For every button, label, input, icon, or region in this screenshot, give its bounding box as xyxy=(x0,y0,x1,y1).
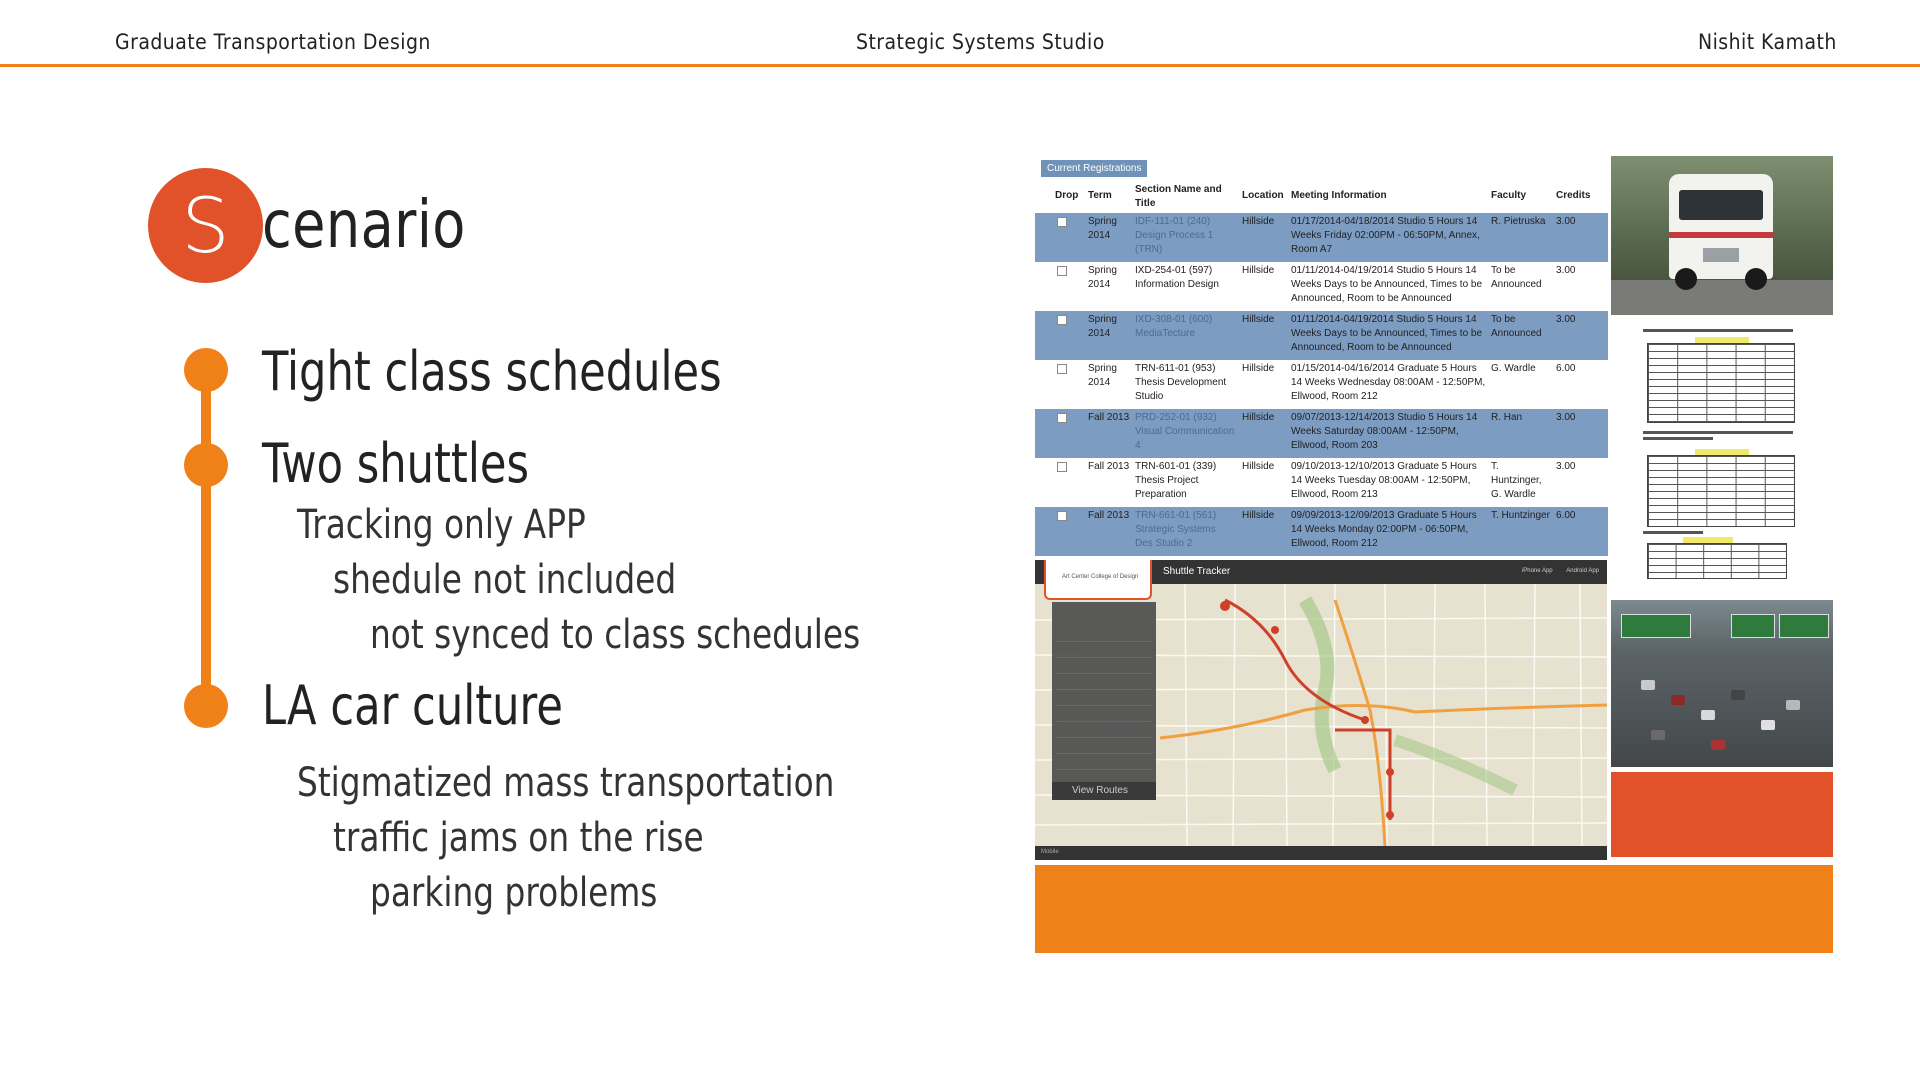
cell-location: Hillside xyxy=(1242,461,1275,472)
map-stop-list xyxy=(1052,602,1156,800)
cell-credits: 3.00 xyxy=(1556,412,1576,423)
schedule-table-1 xyxy=(1647,343,1795,423)
sub-stigmatized: Stigmatized mass transportation xyxy=(297,760,835,806)
timeline-line xyxy=(201,368,211,706)
highway-sign-1 xyxy=(1621,614,1691,638)
cell-meeting: 09/07/2013-12/14/2013 Studio 5 Hours 14 Weeks Saturday 08:00AM - 12:50PM, Ellwood, Room 203 xyxy=(1291,412,1478,451)
cell-credits: 6.00 xyxy=(1556,363,1576,374)
sub-tracking-only: Tracking only APP xyxy=(297,502,586,548)
cell-term: Spring 2014 xyxy=(1088,314,1117,339)
map-footer-label: Mobile xyxy=(1041,849,1059,855)
cell-location: Hillside xyxy=(1242,510,1275,521)
col-faculty: Faculty xyxy=(1491,190,1527,201)
shuttle-tracker-screenshot xyxy=(1035,560,1607,860)
col-section: Section Name and Title xyxy=(1135,184,1222,209)
schedule-table-2 xyxy=(1647,455,1795,527)
col-drop: Drop xyxy=(1055,190,1079,201)
title-initial-circle: S xyxy=(148,168,263,283)
highway-sign-2 xyxy=(1731,614,1775,638)
cell-section: TRN-601-01 (339) Thesis Project Preparation xyxy=(1135,461,1217,500)
sub-schedule-not-included: shedule not included xyxy=(333,557,677,603)
cell-section: IDF-111-01 (240) Design Process 1 (TRN) xyxy=(1135,216,1214,255)
timeline-dot-1 xyxy=(184,348,228,392)
cell-faculty: T. Huntzinger xyxy=(1491,510,1550,521)
registration-row xyxy=(1035,213,1608,262)
col-meeting: Meeting Information xyxy=(1291,190,1387,201)
cell-credits: 3.00 xyxy=(1556,461,1576,472)
map-logo-text: Art Center College of Design xyxy=(1062,574,1139,580)
slide-header xyxy=(0,0,1920,67)
header-author: Nishit Kamath xyxy=(1698,30,1837,54)
registrations-screenshot xyxy=(1035,155,1608,558)
highway-sign-3 xyxy=(1779,614,1829,638)
drop-checkbox[interactable] xyxy=(1057,364,1067,374)
col-location: Location xyxy=(1242,190,1284,201)
cell-location: Hillside xyxy=(1242,363,1275,374)
cell-meeting: 09/09/2013-12/09/2013 Graduate 5 Hours 14 Weeks Monday 02:00PM - 06:50PM, Ellwood, Room 212 xyxy=(1291,510,1477,549)
cell-faculty: To be Announced xyxy=(1491,265,1542,290)
col-credits: Credits xyxy=(1556,190,1591,201)
registration-row xyxy=(1035,458,1608,507)
slide-title: cenario xyxy=(262,186,466,263)
cell-section: TRN-661-01 (561) Strategic Systems Des Studio 2 xyxy=(1135,510,1217,549)
road xyxy=(1611,280,1833,315)
bullet-la-car-culture: LA car culture xyxy=(262,674,563,737)
accent-bar xyxy=(1035,865,1833,953)
cell-credits: 6.00 xyxy=(1556,510,1576,521)
map-app-links xyxy=(1510,568,1599,574)
cell-section: TRN-611-01 (953) Thesis Development Studio xyxy=(1135,363,1227,402)
drop-checkbox[interactable] xyxy=(1057,315,1067,325)
sub-parking: parking problems xyxy=(370,870,658,916)
cell-location: Hillside xyxy=(1242,265,1275,276)
drop-checkbox[interactable] xyxy=(1057,462,1067,472)
cell-meeting: 09/10/2013-12/10/2013 Graduate 5 Hours 14 Weeks Tuesday 08:00AM - 12:50PM, Ellwood, Room 213 xyxy=(1291,461,1477,500)
cell-credits: 3.00 xyxy=(1556,265,1576,276)
cell-location: Hillside xyxy=(1242,412,1275,423)
cell-credits: 3.00 xyxy=(1556,216,1576,227)
registration-row xyxy=(1035,262,1608,311)
drop-checkbox[interactable] xyxy=(1057,511,1067,521)
cell-term: Fall 2013 xyxy=(1088,412,1130,423)
header-course: Graduate Transportation Design xyxy=(115,30,431,54)
bullet-tight-schedules: Tight class schedules xyxy=(262,340,722,403)
drop-checkbox[interactable] xyxy=(1057,217,1067,227)
cell-location: Hillside xyxy=(1242,216,1275,227)
cell-meeting: 01/15/2014-04/16/2014 Graduate 5 Hours 14 Weeks Wednesday 08:00AM - 12:50PM, Ellwood, Room 212 xyxy=(1291,363,1486,402)
drop-checkbox[interactable] xyxy=(1057,413,1067,423)
registration-row xyxy=(1035,507,1608,556)
map-bottombar xyxy=(1035,846,1607,860)
timeline-dot-2 xyxy=(184,443,228,487)
registrations-header xyxy=(1035,183,1608,209)
cell-section: IXD-308-01 (600) MediaTecture xyxy=(1135,314,1213,339)
registration-row xyxy=(1035,409,1608,458)
map-title: Shuttle Tracker xyxy=(1163,566,1231,577)
cell-faculty: R. Pietruska xyxy=(1491,216,1546,227)
sub-not-synced: not synced to class schedules xyxy=(370,612,861,658)
shuttle-schedule-document xyxy=(1643,325,1798,580)
traffic-jam-photo xyxy=(1611,600,1833,767)
cell-term: Spring 2014 xyxy=(1088,363,1117,388)
registrations-tag: Current Registrations xyxy=(1041,160,1147,177)
drop-checkbox[interactable] xyxy=(1057,266,1067,276)
accent-square xyxy=(1611,772,1833,857)
cell-meeting: 01/17/2014-04/18/2014 Studio 5 Hours 14 Weeks Friday 02:00PM - 06:50PM, Annex, Room A7 xyxy=(1291,216,1480,255)
header-studio: Strategic Systems Studio xyxy=(856,30,1105,54)
cell-faculty: R. Han xyxy=(1491,412,1523,423)
cell-location: Hillside xyxy=(1242,314,1275,325)
registration-row xyxy=(1035,311,1608,360)
shuttle-bus-photo xyxy=(1611,156,1833,315)
sub-traffic-jams: traffic jams on the rise xyxy=(333,815,704,861)
cell-credits: 3.00 xyxy=(1556,314,1576,325)
col-term: Term xyxy=(1088,190,1112,201)
android-app-link[interactable]: Android App xyxy=(1566,568,1599,574)
schedule-table-3 xyxy=(1647,543,1787,579)
cell-section: PRD-252-01 (932) Visual Communication 4 xyxy=(1135,412,1235,451)
cell-faculty: T. Huntzinger, G. Wardle xyxy=(1491,461,1542,500)
cell-meeting: 01/11/2014-04/19/2014 Studio 5 Hours 14 Weeks Days to be Announced, Times to be Announced, Room to be Announced xyxy=(1291,265,1483,304)
cell-term: Fall 2013 xyxy=(1088,510,1130,521)
cell-term: Fall 2013 xyxy=(1088,461,1130,472)
cell-section: IXD-254-01 (597) Information Design xyxy=(1135,265,1219,290)
bus-body xyxy=(1669,174,1773,279)
cell-term: Spring 2014 xyxy=(1088,265,1117,290)
registration-row xyxy=(1035,360,1608,409)
timeline-dot-3 xyxy=(184,684,228,728)
cell-meeting: 01/11/2014-04/19/2014 Studio 5 Hours 14 Weeks Days to be Announced, Times to be Announced, Room to be Announced xyxy=(1291,314,1483,353)
view-routes-button[interactable]: View Routes xyxy=(1052,782,1156,800)
map-logo[interactable] xyxy=(1044,560,1152,600)
cell-term: Spring 2014 xyxy=(1088,216,1117,241)
cell-faculty: G. Wardle xyxy=(1491,363,1536,374)
iphone-app-link[interactable]: iPhone App xyxy=(1521,568,1553,574)
cell-faculty: To be Announced xyxy=(1491,314,1542,339)
bullet-two-shuttles: Two shuttles xyxy=(262,432,529,495)
